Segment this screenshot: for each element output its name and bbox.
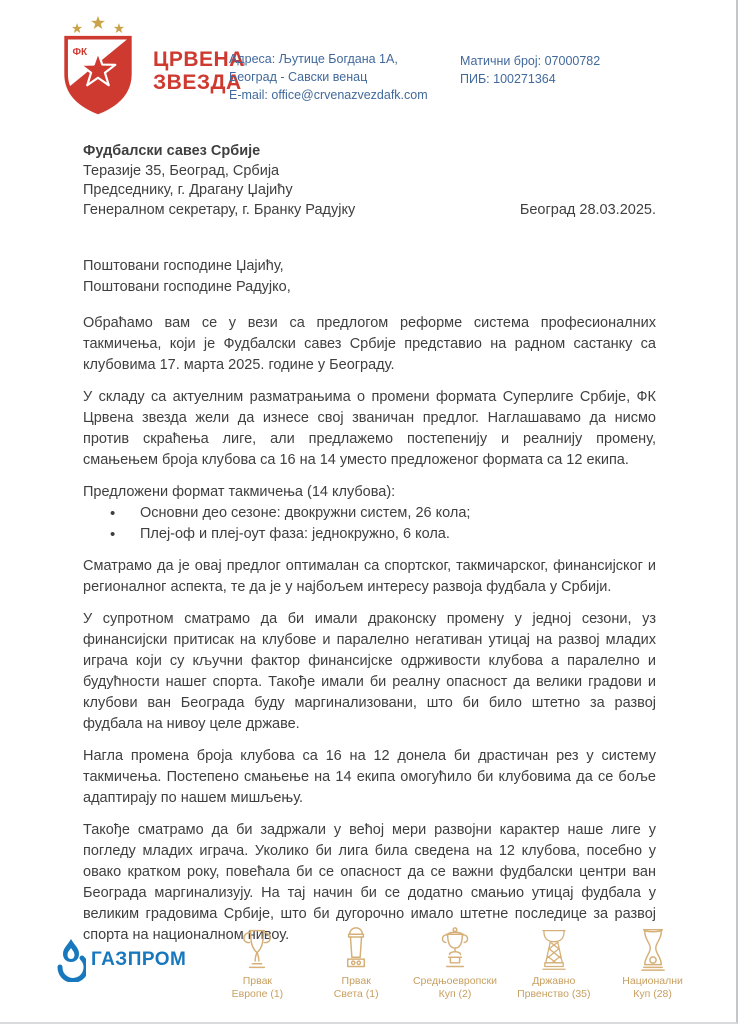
trophy-label: Национални Куп (28): [622, 975, 683, 1000]
salutation-line2: Поштовани господине Радујко,: [83, 279, 291, 295]
club-name-line2: ЗВЕЗДА: [153, 71, 242, 94]
european-cup-trophy-icon: [235, 926, 279, 972]
list-intro: Предложени формат такмичења (14 клубова):: [83, 484, 396, 500]
paragraph-2: У складу са актуелним разматрањима о промени формата Суперлиге Србије, ФК Црвена звезда жели да изнесе свој званичан предлог. Наглашавамо да нисмо против скраћења лиге, али предлажемо постепенију и реалнију промену, смањењем броја клубова са 16 на 14 уместо предложеног формата са 12 екипа.: [83, 389, 656, 468]
championship-trophy-icon: [532, 926, 576, 972]
salutation-line1: Поштовани господине Џајићу,: [83, 258, 284, 274]
letterhead: [57, 14, 696, 124]
recipient-block: [83, 142, 656, 220]
paragraph-6: Такође сматрамо да би задржали у већој мери развојни карактер наше лиге у погледу младих играча. Уколико би лига била сведена на 12 клубова, посебно у овако кратком року, повећала би се опасност да се важни фудбалски центри ван Београда маргинализују. На тај начин би се додатно смањио утицај фудбала у великим градовима Србије, што би дугорочно имало штетне последице за развој спорта на националном нивоу.: [83, 822, 656, 943]
registration-number: Матични број: 07000782: [460, 54, 601, 68]
club-address-line2: Београд - Савски венац: [229, 70, 368, 84]
paragraph-3: Сматрамо да је овај предлог оптималан са спортског, такмичарског, финансијског и регионалног аспекта, те да је у најбољем интересу развоја фудбала у Србији.: [83, 558, 656, 595]
trophy-national-cup: [603, 926, 702, 1001]
trophy-label: Државно Првенство (35): [517, 975, 591, 1000]
gazprom-wordmark: ГАЗПРОМ: [91, 949, 187, 970]
recipient-address: Теразије 35, Београд, Србија: [83, 162, 280, 179]
crest-fk-text: ФК: [72, 46, 88, 58]
format-list: [83, 503, 656, 545]
club-address-block: [229, 50, 428, 104]
national-cup-trophy-icon: [631, 926, 675, 972]
salutation-block: [83, 256, 656, 298]
mitropa-cup-trophy-icon: [433, 926, 477, 972]
letter-content: [83, 142, 656, 957]
paragraph-1: Обраћамо вам се у вези са предлогом реформе система професионалних такмичења, који је Фудбалски савез Србије представио на радном састанку са клубовима 17. марта 2025. године у Београду.: [83, 315, 656, 373]
club-address-line1: Адреса: Љутице Богдана 1А,: [229, 52, 398, 66]
club-crest-icon: [57, 14, 139, 116]
trophy-label: Првак Европе (1): [231, 975, 284, 1000]
letter-text: [83, 313, 656, 946]
world-cup-trophy-icon: [334, 926, 378, 972]
trophy-world-cup: [307, 926, 406, 1001]
trophy-row: [208, 926, 702, 1001]
letter-footer: [0, 926, 736, 1022]
club-name-line1: ЦРВЕНА: [153, 48, 245, 71]
recipient-organization: Фудбалски савез Србије: [83, 143, 261, 159]
gazprom-logo: [56, 938, 186, 982]
trophy-label: Првак Света (1): [333, 975, 379, 1000]
club-logo: [57, 14, 245, 116]
list-item: • Плеј-оф и плеј-оут фаза: једнокружно, 6 кола.: [110, 524, 656, 545]
paragraph-5: Нагла промена броја клубова са 16 на 12 донела би драстичан рез у систему такмичења. Постепено смањење на 14 екипа омогућило би клубовима да се боље адаптирају по нашем мишљењу.: [83, 748, 656, 806]
trophy-mitropa-cup: [406, 926, 505, 1001]
gazprom-flame-icon: [56, 938, 86, 982]
trophy-championship: [504, 926, 603, 1001]
club-registration-block: [460, 52, 600, 88]
list-item: • Основни део сезоне: двокружни систем, 26 кола;: [110, 503, 656, 524]
recipient-president-line: Председнику, г. Драгану Џајићу: [83, 182, 293, 198]
recipient-secretary-line: Генералном секретару, г. Бранку Радујку: [83, 201, 356, 218]
letter-place-date: Београд 28.03.2025.: [519, 201, 656, 218]
paragraph-4: У супротном сматрамо да би имали драконску промену у једној сезони, уз финансијски притисак на клубове и паралелно негативан утицај на развој младих играча који су кључни фактор финансијске одрживости клубова а паралелно и будућности нашег спорта. Такође имали би реалну опасност да велики градови и клубови ван Београда буду маргинализовани, што би било штетно за развој фудбала на нивоу целе државе.: [83, 611, 656, 732]
trophy-label: Средњоевропски Куп (2): [412, 975, 497, 1000]
club-email: E-mail: office@crvenazvezdafk.com: [229, 88, 428, 102]
tax-number: ПИБ: 100271364: [460, 72, 556, 86]
trophy-european-cup: [208, 926, 307, 1001]
